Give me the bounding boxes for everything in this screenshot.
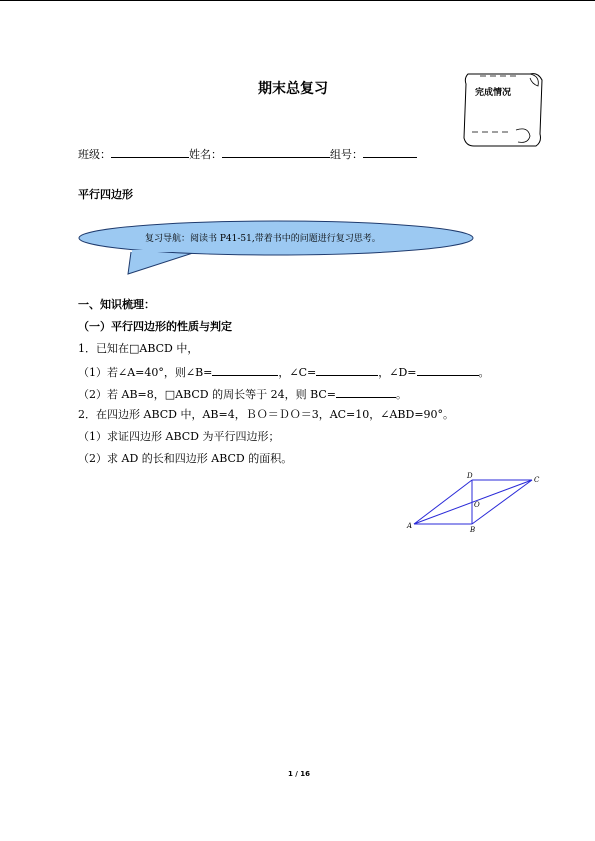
q1-stem: 1．已知在□ABCD 中， bbox=[78, 342, 199, 355]
guide-bubble bbox=[76, 218, 476, 276]
page-number: 1 / 16 bbox=[288, 770, 311, 778]
status-scroll-box bbox=[458, 68, 546, 152]
q1-part1-c: ，∠D= bbox=[378, 366, 417, 379]
name-blank[interactable] bbox=[222, 146, 330, 158]
q1-part1-b: ，∠C= bbox=[278, 366, 317, 379]
q1-part2-a: （2）若 AB=8，□ABCD 的周长等于 24，则 BC= bbox=[78, 388, 337, 401]
label-a: A bbox=[407, 522, 413, 530]
q1-part2 bbox=[78, 386, 407, 402]
parallelogram-figure bbox=[404, 470, 544, 534]
label-d: D bbox=[467, 472, 473, 480]
q2-part2: （2）求 AD 的长和四边形 ABCD 的面积。 bbox=[78, 452, 293, 465]
class-blank[interactable] bbox=[111, 146, 189, 158]
diagonal-ac bbox=[414, 480, 532, 524]
student-info-line bbox=[78, 146, 417, 162]
section-heading: 平行四边形 bbox=[78, 188, 133, 201]
label-c: C bbox=[534, 476, 540, 484]
knowledge-heading: 一、知识梳理： bbox=[78, 298, 155, 311]
label-b: B bbox=[470, 526, 476, 534]
class-label: 班级： bbox=[78, 148, 111, 161]
angle-c-blank[interactable] bbox=[316, 364, 378, 376]
q1-part2-end: 。 bbox=[396, 388, 408, 401]
q2-part1: （1）求证四边形 ABCD 为平行四边形； bbox=[78, 430, 280, 443]
guide-text: 复习导航：阅读书 P41-51,带着书中的问题进行复习思考。 bbox=[145, 234, 381, 244]
q2-stem: 2．在四边形 ABCD 中，AB=4，ＢＯ＝ＤＯ＝3，AC=10，∠ABD=90°。 bbox=[78, 408, 455, 421]
angle-d-blank[interactable] bbox=[417, 364, 479, 376]
name-label: 姓名： bbox=[189, 148, 222, 161]
bc-blank[interactable] bbox=[336, 386, 396, 398]
angle-b-blank[interactable] bbox=[212, 364, 278, 376]
q1-part1 bbox=[78, 364, 490, 380]
group-label: 组号： bbox=[330, 148, 363, 161]
q1-part1-end: 。 bbox=[478, 366, 490, 379]
side-bc bbox=[472, 480, 532, 524]
group-blank[interactable] bbox=[363, 146, 417, 158]
status-label: 完成情况 bbox=[475, 88, 512, 98]
q1-part1-a: （1）若∠A=40°，则∠B= bbox=[78, 366, 213, 379]
sub-heading bbox=[78, 320, 232, 334]
side-da bbox=[414, 480, 472, 524]
header-rule bbox=[0, 0, 595, 1]
page-title: 期末总复习 bbox=[258, 81, 328, 97]
label-o: O bbox=[474, 501, 480, 509]
sub-heading-text: （一）平行四边形的性质与判定 bbox=[78, 320, 232, 333]
